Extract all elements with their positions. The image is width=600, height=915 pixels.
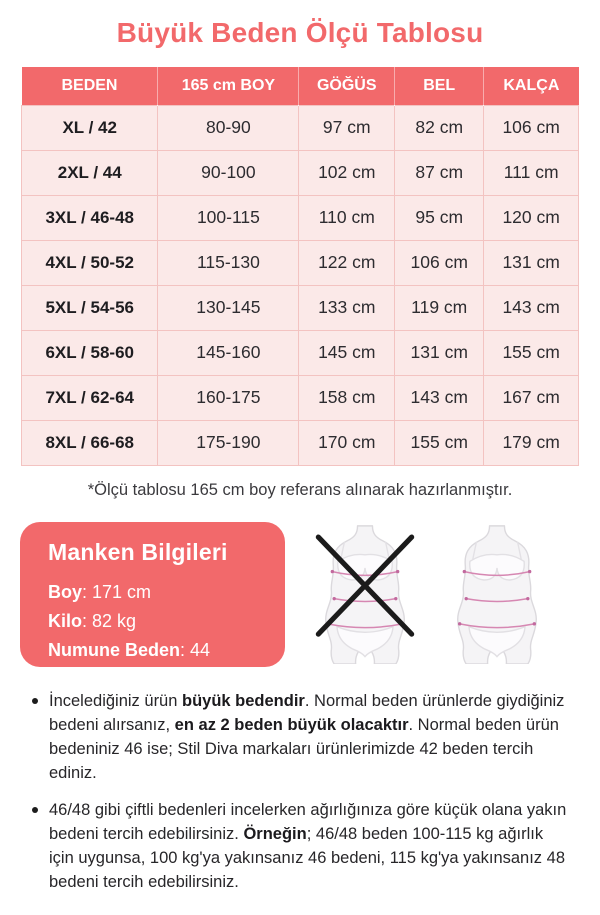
- model-info-label: Kilo: [48, 610, 82, 631]
- table-row: [22, 150, 579, 195]
- measure-cell: 175-190: [158, 420, 299, 465]
- note-text: 46/48 gibi çiftli bedenleri incelerken ağırlığınıza göre küçük olana yakın bedeni tercih edebilirsiniz.: [49, 800, 567, 843]
- crossed-body-figure-icon: [312, 524, 418, 664]
- size-cell: XL / 42: [22, 105, 158, 150]
- size-cell: 2XL / 44: [22, 150, 158, 195]
- measure-cell: 111 cm: [484, 150, 579, 195]
- table-row: [22, 420, 579, 465]
- model-info-row: [48, 636, 269, 665]
- measure-cell: 167 cm: [484, 375, 579, 420]
- measure-cell: 160-175: [158, 375, 299, 420]
- column-header-g-s: GÖĞÜS: [299, 67, 395, 105]
- measure-cell: 106 cm: [395, 240, 484, 285]
- page-title: Büyük Beden Ölçü Tablosu: [116, 17, 484, 48]
- note-item: [30, 689, 570, 785]
- measure-cell: 170 cm: [299, 420, 395, 465]
- model-info-list: [48, 578, 269, 665]
- measure-cell: 100-115: [158, 195, 299, 240]
- measure-cell: 130-145: [158, 285, 299, 330]
- size-table-body: [22, 105, 579, 465]
- notes-list: [0, 689, 600, 894]
- model-info-title: Manken Bilgileri: [48, 538, 228, 565]
- measure-cell: 145 cm: [299, 330, 395, 375]
- note-text: . Normal beden ürünlerde giydiğiniz bedeni alırsanız,: [49, 691, 565, 734]
- measure-cell: 119 cm: [395, 285, 484, 330]
- measure-cell: 87 cm: [395, 150, 484, 195]
- model-info-card: [20, 522, 285, 667]
- size-table-head: [22, 67, 579, 105]
- measure-cell: 145-160: [158, 330, 299, 375]
- table-row: [22, 375, 579, 420]
- table-row: [22, 330, 579, 375]
- correct-body-figure-icon: [444, 524, 550, 664]
- measure-cell: 133 cm: [299, 285, 395, 330]
- size-cell: 6XL / 58-60: [22, 330, 158, 375]
- measure-cell: 143 cm: [484, 285, 579, 330]
- measure-cell: 80-90: [158, 105, 299, 150]
- measure-cell: 102 cm: [299, 150, 395, 195]
- table-row: [22, 105, 579, 150]
- table-row: [22, 285, 579, 330]
- note-bold-text: en az 2 beden büyük olacaktır: [174, 715, 409, 734]
- measure-cell: 106 cm: [484, 105, 579, 150]
- measure-cell: 155 cm: [395, 420, 484, 465]
- measure-cell: 110 cm: [299, 195, 395, 240]
- measure-cell: 115-130: [158, 240, 299, 285]
- column-header-beden: BEDEN: [22, 67, 158, 105]
- size-table: [21, 67, 579, 466]
- model-info-value: : 82 kg: [82, 610, 137, 631]
- size-cell: 5XL / 54-56: [22, 285, 158, 330]
- model-info-label: Boy: [48, 581, 83, 602]
- measure-cell: 90-100: [158, 150, 299, 195]
- measure-cell: 120 cm: [484, 195, 579, 240]
- measure-cell: 158 cm: [299, 375, 395, 420]
- measure-cell: 143 cm: [395, 375, 484, 420]
- column-header-bel: BEL: [395, 67, 484, 105]
- model-info-row: [48, 607, 269, 636]
- measure-cell: 179 cm: [484, 420, 579, 465]
- size-cell: 4XL / 50-52: [22, 240, 158, 285]
- column-header-165-cm-boy: 165 cm BOY: [158, 67, 299, 105]
- model-info-value: : 44: [180, 639, 211, 660]
- column-header-kal-a: KALÇA: [484, 67, 579, 105]
- measure-cell: 155 cm: [484, 330, 579, 375]
- model-info-value: : 171 cm: [82, 581, 152, 602]
- note-text: İncelediğiniz ürün: [49, 691, 182, 710]
- size-cell: 3XL / 46-48: [22, 195, 158, 240]
- note-bold-text: büyük bedendir: [182, 691, 305, 710]
- measure-cell: 122 cm: [299, 240, 395, 285]
- measure-cell: 131 cm: [395, 330, 484, 375]
- note-bold-text: Örneğin: [243, 824, 307, 843]
- measure-cell: 97 cm: [299, 105, 395, 150]
- size-cell: 8XL / 66-68: [22, 420, 158, 465]
- measurement-footnote: *Ölçü tablosu 165 cm boy referans alınarak hazırlanmıştır.: [87, 480, 513, 499]
- measure-cell: 82 cm: [395, 105, 484, 150]
- model-info-label: Numune Beden: [48, 639, 181, 660]
- note-text: ; 46/48 beden 100-115 kg ağırlık için uygunsa, 100 kg'ya yakınsanız 46 bedeni, 115 kg'ya yakınsanız 48 bedeni tercih edebilirsiniz.: [49, 824, 565, 891]
- size-cell: 7XL / 62-64: [22, 375, 158, 420]
- size-table-header-row: [22, 67, 579, 105]
- note-text: . Normal beden ürün bedeniniz 46 ise; Stil Diva markaları ürünlerimizde 42 beden tercih ediniz.: [49, 715, 559, 782]
- table-row: [22, 240, 579, 285]
- note-item: [30, 798, 570, 894]
- table-row: [22, 195, 579, 240]
- measure-cell: 95 cm: [395, 195, 484, 240]
- model-and-figures-section: [0, 522, 600, 668]
- measure-cell: 131 cm: [484, 240, 579, 285]
- model-info-row: [48, 578, 269, 607]
